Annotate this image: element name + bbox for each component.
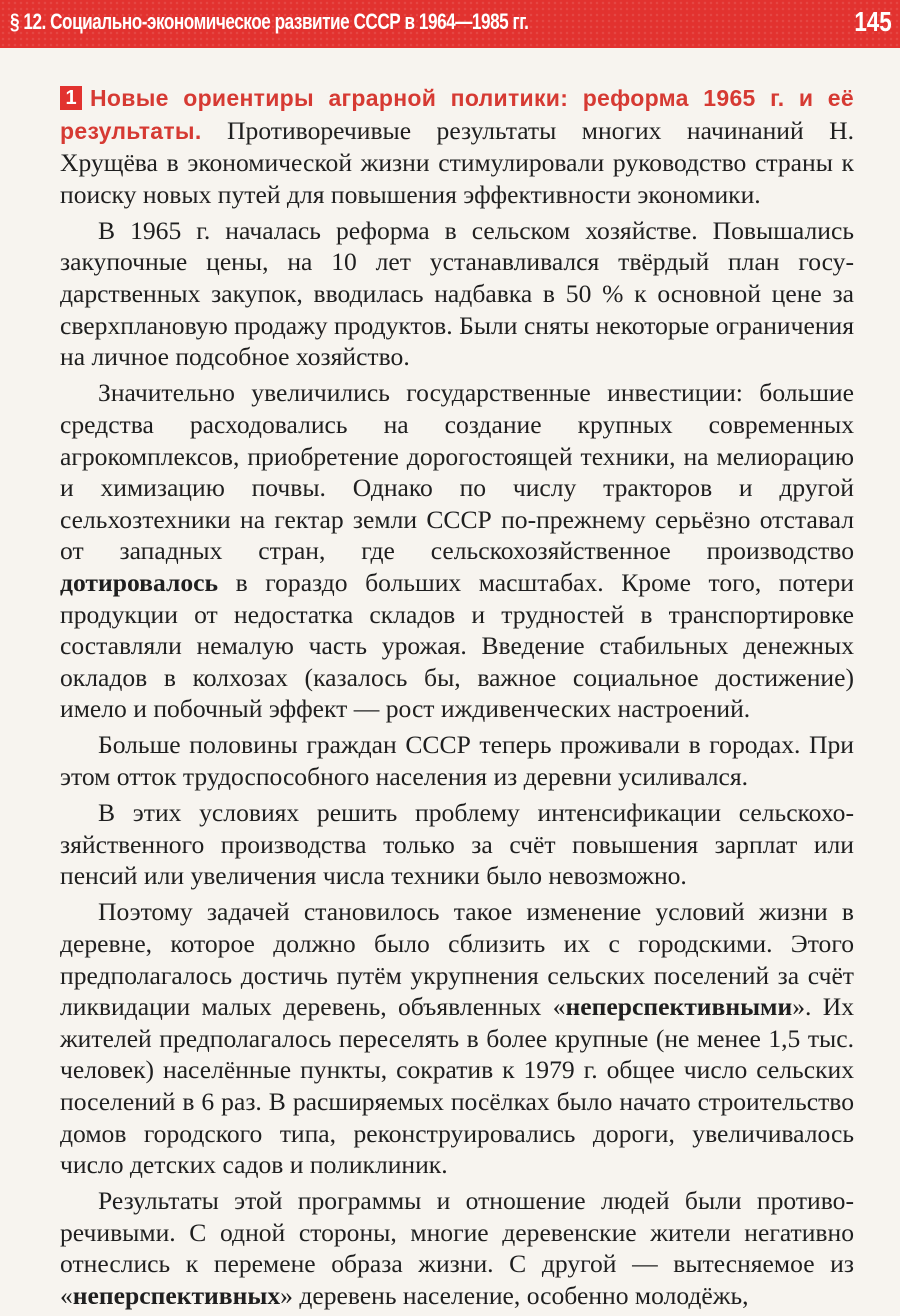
bold-term: неперспективных [72, 1280, 281, 1310]
paragraph-4 [60, 729, 854, 792]
page-body [60, 82, 854, 1316]
bold-term: неперспективными [565, 992, 793, 1022]
paragraph-text: в гораздо больших масштабах. Кроме того, потери продукции от недостатка складов и трудностей в транспортировке составляли немалую часть урожая. Введение стабильных денежных окладов в колхозах (казалось бы, важное социальное достижение) имело и побочный эффект — рост иждивенческих настроений. [60, 567, 855, 724]
paragraph-6 [60, 896, 854, 1180]
paragraph-text: Больше половины граждан СССР теперь проживали в городах. При этом отток трудоспособного населения из деревни усиливался. [60, 730, 854, 791]
page-header [0, 0, 900, 48]
bold-term: дотировалось [60, 567, 219, 597]
paragraph-1 [60, 82, 854, 210]
paragraph-text: Результаты этой программы и отношение людей были противоречивыми. С одной стороны, многие деревенские жители негативно отнеслись к перемене образа жизни. С другой — вытесняемое из « [60, 1186, 854, 1310]
paragraph-text: » деревень население, особенно молодёжь, [280, 1280, 749, 1310]
paragraph-text: В 1965 г. началась реформа в сельском хозяйстве. Повышались закупочные цены, на 10 лет устанавливался твёрдый план государственных закупок, вводилась надбавка в 50 % к основной цене за сверхплановую продажу продуктов. Были сняты некоторые ограничения на личное подсобное хозяйство. [60, 215, 854, 372]
section-number-badge: 1 [60, 86, 82, 110]
paragraph-2 [60, 215, 854, 373]
paragraph-text: ». Их жителей предполагалось переселять в более крупные (не менее 1,5 тыс. человек) населённые пункты, сократив к 1979 г. общее число сельских поселений в 6 раз. В расширяемых посёлках было начато строительство домов городского типа, реконструировались дороги, увеличивалось число детских садов и поликлиник. [60, 992, 855, 1180]
paragraph-text: Поэтому задачей становилось такое изменение условий жизни в деревне, которое должно было сблизить их с городскими. Этого предполагалось достичь путём укрупнения сельских поселений за счёт ликвидации малых деревень, объявленных « [60, 897, 854, 1022]
section-heading: Новые ориентиры аграрной политики: реформа 1965 г. и её результаты. [60, 85, 854, 144]
page-number: 145 [854, 6, 892, 37]
chapter-title: § 12. Социально-экономическое развитие СССР в 1964—1985 гг. [10, 9, 529, 34]
paragraph-3 [60, 377, 854, 725]
paragraph-text: Значительно увеличились государственные инвестиции: большие средства расходовались на создание крупных современных агрокомплексов, приобретение дорогостоящей техники, на мелиорацию и химизацию почвы. Однако по числу тракторов и другой сельхозтехники на гектар земли СССР по-прежнему серьёзно отставал от западных стран, где сельскохозяйственное производство [60, 378, 854, 566]
paragraph-7 [60, 1185, 854, 1311]
paragraph-text: В этих условиях решить проблему интенсификации сельскохозяйственного производства только за счёт повышения зарплат или пенсий или увеличения числа техники было невозможно. [60, 798, 854, 891]
paragraph-5 [60, 797, 854, 892]
paragraph-text: Противоречивые результаты многих начинаний Н. Хрущёва в экономической жизни стимулировали руководство страны к поиску новых путей для повышения эффективности экономики. [60, 115, 854, 209]
